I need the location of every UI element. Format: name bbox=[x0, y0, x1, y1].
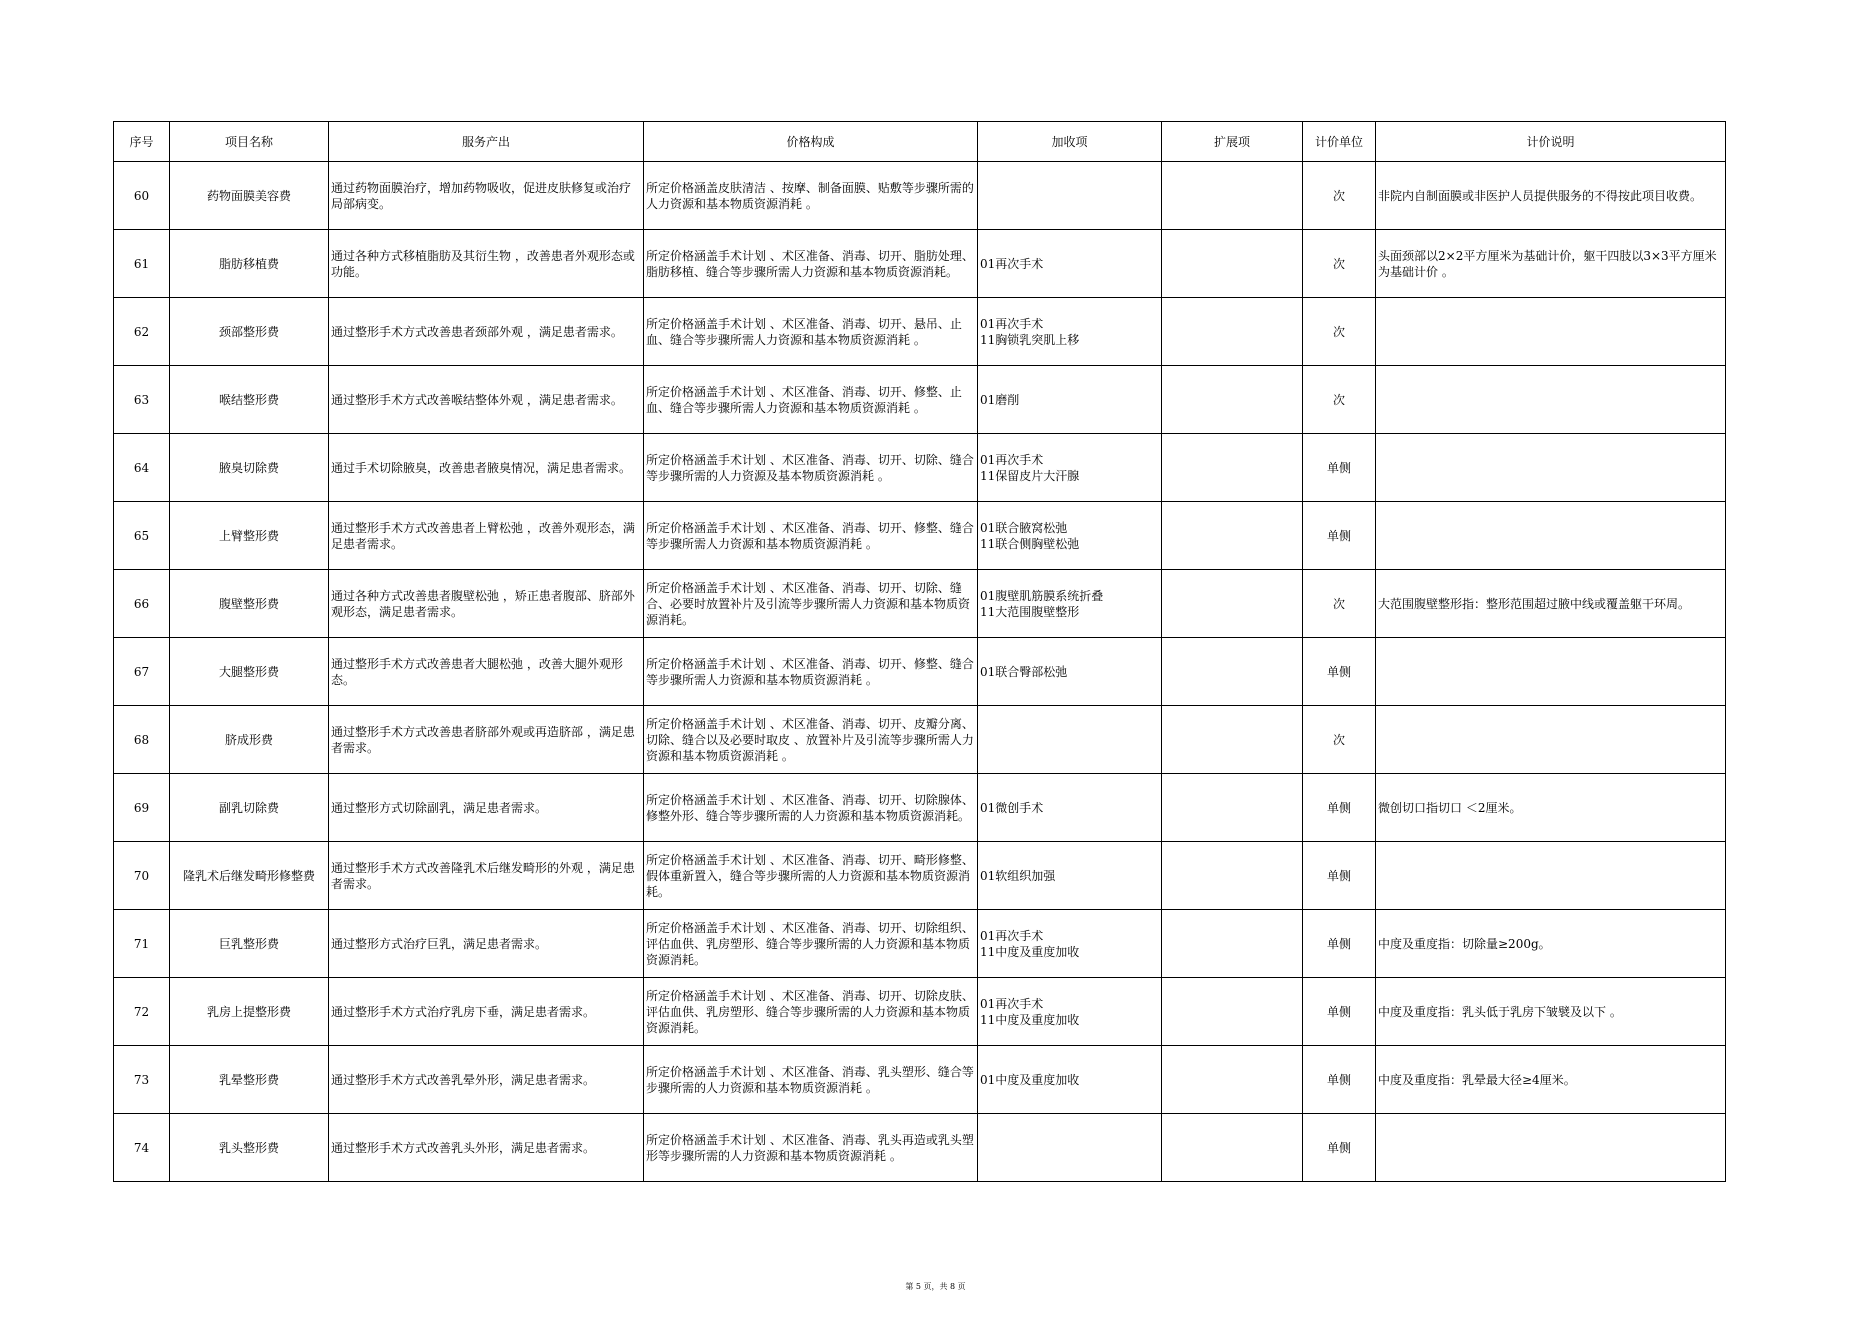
extension-items-cell bbox=[1162, 978, 1303, 1046]
serial-number-cell: 61 bbox=[114, 230, 170, 298]
surcharge-item: 01软组织加强 bbox=[980, 868, 1056, 883]
service-output-cell: 通过整形手术方式改善乳晕外形，满足患者需求。 bbox=[329, 1046, 644, 1114]
header-item-name: 项目名称 bbox=[170, 122, 329, 162]
pricing-unit-cell: 单侧 bbox=[1303, 774, 1376, 842]
price-composition-cell: 所定价格涵盖手术计划 、术区准备、消毒、切开、切除组织、评估血供、乳房塑形、缝合等步骤所需的人力资源和基本物质资源消耗。 bbox=[644, 910, 978, 978]
surcharge-items-cell bbox=[978, 230, 1162, 298]
pricing-unit-cell: 单侧 bbox=[1303, 978, 1376, 1046]
extension-items-cell bbox=[1162, 162, 1303, 230]
surcharge-item: 11保留皮片大汗腺 bbox=[980, 468, 1080, 483]
item-name-cell: 药物面膜美容费 bbox=[170, 162, 329, 230]
surcharge-item: 11中度及重度加收 bbox=[980, 1012, 1080, 1027]
header-row bbox=[114, 122, 1726, 162]
surcharge-items-cell bbox=[978, 366, 1162, 434]
service-output-cell: 通过整形方式切除副乳，满足患者需求。 bbox=[329, 774, 644, 842]
service-output-cell: 通过整形手术方式改善隆乳术后继发畸形的外观 ，满足患者需求。 bbox=[329, 842, 644, 910]
extension-items-cell bbox=[1162, 298, 1303, 366]
serial-number-cell: 72 bbox=[114, 978, 170, 1046]
price-table bbox=[113, 121, 1726, 1182]
header-pricing-notes: 计价说明 bbox=[1376, 122, 1726, 162]
service-output-cell: 通过各种方式改善患者腹壁松弛 ，矫正患者腹部、脐部外观形态，满足患者需求。 bbox=[329, 570, 644, 638]
serial-number-cell: 68 bbox=[114, 706, 170, 774]
surcharge-item: 11大范围腹壁整形 bbox=[980, 604, 1080, 619]
price-composition-cell: 所定价格涵盖手术计划 、术区准备、消毒、切开、修整、缝合等步骤所需人力资源和基本物质资源消耗 。 bbox=[644, 502, 978, 570]
service-output-cell: 通过整形手术方式改善乳头外形，满足患者需求。 bbox=[329, 1114, 644, 1182]
pricing-notes-cell bbox=[1376, 366, 1726, 434]
table-body bbox=[114, 162, 1726, 1182]
extension-items-cell bbox=[1162, 502, 1303, 570]
extension-items-cell bbox=[1162, 570, 1303, 638]
item-name-cell: 副乳切除费 bbox=[170, 774, 329, 842]
serial-number-cell: 62 bbox=[114, 298, 170, 366]
item-name-cell: 乳晕整形费 bbox=[170, 1046, 329, 1114]
table-row bbox=[114, 910, 1726, 978]
pricing-unit-cell: 单侧 bbox=[1303, 1114, 1376, 1182]
extension-items-cell bbox=[1162, 434, 1303, 502]
table-row bbox=[114, 298, 1726, 366]
table-row bbox=[114, 162, 1726, 230]
surcharge-items-cell bbox=[978, 434, 1162, 502]
page-footer: 第 5 页，共 8 页 bbox=[905, 1282, 966, 1291]
extension-items-cell bbox=[1162, 774, 1303, 842]
pricing-notes-cell: 中度及重度指：乳晕最大径≥4厘米。 bbox=[1376, 1046, 1726, 1114]
extension-items-cell bbox=[1162, 1114, 1303, 1182]
pricing-unit-cell: 单侧 bbox=[1303, 1046, 1376, 1114]
price-composition-cell: 所定价格涵盖手术计划 、术区准备、消毒、切开、畸形修整、假体重新置入，缝合等步骤所需的人力资源和基本物质资源消耗。 bbox=[644, 842, 978, 910]
serial-number-cell: 73 bbox=[114, 1046, 170, 1114]
table-row bbox=[114, 638, 1726, 706]
serial-number-cell: 60 bbox=[114, 162, 170, 230]
price-composition-cell: 所定价格涵盖手术计划 、术区准备、消毒、切开、切除皮肤、评估血供、乳房塑形、缝合等步骤所需的人力资源和基本物质资源消耗。 bbox=[644, 978, 978, 1046]
price-composition-cell: 所定价格涵盖手术计划 、术区准备、消毒、切开、修整、止血、缝合等步骤所需人力资源和基本物质资源消耗 。 bbox=[644, 366, 978, 434]
table-row bbox=[114, 1046, 1726, 1114]
pricing-unit-cell: 次 bbox=[1303, 706, 1376, 774]
surcharge-item: 01再次手术 bbox=[980, 996, 1044, 1011]
surcharge-item: 11中度及重度加收 bbox=[980, 944, 1080, 959]
extension-items-cell bbox=[1162, 706, 1303, 774]
header-surcharge-items: 加收项 bbox=[978, 122, 1162, 162]
pricing-unit-cell: 单侧 bbox=[1303, 842, 1376, 910]
header-price-composition: 价格构成 bbox=[644, 122, 978, 162]
serial-number-cell: 67 bbox=[114, 638, 170, 706]
extension-items-cell bbox=[1162, 1046, 1303, 1114]
surcharge-item: 01微创手术 bbox=[980, 800, 1044, 815]
pricing-unit-cell: 次 bbox=[1303, 570, 1376, 638]
surcharge-items-cell bbox=[978, 706, 1162, 774]
price-composition-cell: 所定价格涵盖手术计划 、术区准备、消毒、切开、皮瓣分离、切除、缝合以及必要时取皮 、放置补片及引流等步骤所需人力资源和基本物质资源消耗 。 bbox=[644, 706, 978, 774]
item-name-cell: 颈部整形费 bbox=[170, 298, 329, 366]
header-service-output: 服务产出 bbox=[329, 122, 644, 162]
surcharge-items-cell bbox=[978, 638, 1162, 706]
table-row bbox=[114, 842, 1726, 910]
surcharge-item: 01再次手术 bbox=[980, 256, 1044, 271]
extension-items-cell bbox=[1162, 366, 1303, 434]
pricing-notes-cell: 中度及重度指：乳头低于乳房下皱襞及以下 。 bbox=[1376, 978, 1726, 1046]
surcharge-item: 01再次手术 bbox=[980, 928, 1044, 943]
pricing-notes-cell bbox=[1376, 502, 1726, 570]
item-name-cell: 隆乳术后继发畸形修整费 bbox=[170, 842, 329, 910]
surcharge-item: 01磨削 bbox=[980, 392, 1020, 407]
serial-number-cell: 71 bbox=[114, 910, 170, 978]
surcharge-items-cell bbox=[978, 162, 1162, 230]
extension-items-cell bbox=[1162, 638, 1303, 706]
serial-number-cell: 66 bbox=[114, 570, 170, 638]
serial-number-cell: 64 bbox=[114, 434, 170, 502]
pricing-unit-cell: 次 bbox=[1303, 298, 1376, 366]
serial-number-cell: 63 bbox=[114, 366, 170, 434]
service-output-cell: 通过整形手术方式改善患者上臂松弛 ，改善外观形态，满足患者需求。 bbox=[329, 502, 644, 570]
price-composition-cell: 所定价格涵盖手术计划 、术区准备、消毒、乳头塑形、缝合等步骤所需的人力资源和基本物质资源消耗 。 bbox=[644, 1046, 978, 1114]
serial-number-cell: 69 bbox=[114, 774, 170, 842]
pricing-notes-cell: 中度及重度指：切除量≥200g。 bbox=[1376, 910, 1726, 978]
surcharge-items-cell bbox=[978, 502, 1162, 570]
table-row bbox=[114, 978, 1726, 1046]
surcharge-items-cell bbox=[978, 774, 1162, 842]
surcharge-items-cell bbox=[978, 570, 1162, 638]
item-name-cell: 脂肪移植费 bbox=[170, 230, 329, 298]
price-composition-cell: 所定价格涵盖手术计划 、术区准备、消毒、切开、切除、缝合等步骤所需的人力资源及基本物质资源消耗 。 bbox=[644, 434, 978, 502]
pricing-notes-cell bbox=[1376, 706, 1726, 774]
header-serial-number: 序号 bbox=[114, 122, 170, 162]
surcharge-items-cell bbox=[978, 1046, 1162, 1114]
pricing-notes-cell: 大范围腹壁整形指：整形范围超过腋中线或覆盖躯干环周。 bbox=[1376, 570, 1726, 638]
item-name-cell: 脐成形费 bbox=[170, 706, 329, 774]
item-name-cell: 巨乳整形费 bbox=[170, 910, 329, 978]
pricing-notes-cell: 微创切口指切口 ＜2厘米。 bbox=[1376, 774, 1726, 842]
surcharge-item: 01中度及重度加收 bbox=[980, 1072, 1080, 1087]
service-output-cell: 通过手术切除腋臭，改善患者腋臭情况，满足患者需求。 bbox=[329, 434, 644, 502]
header-pricing-unit: 计价单位 bbox=[1303, 122, 1376, 162]
service-output-cell: 通过药物面膜治疗，增加药物吸收，促进皮肤修复或治疗局部病变。 bbox=[329, 162, 644, 230]
pricing-notes-cell bbox=[1376, 842, 1726, 910]
pricing-unit-cell: 单侧 bbox=[1303, 638, 1376, 706]
table-row bbox=[114, 230, 1726, 298]
service-output-cell: 通过整形手术方式治疗乳房下垂，满足患者需求。 bbox=[329, 978, 644, 1046]
surcharge-item: 01联合臀部松弛 bbox=[980, 664, 1068, 679]
service-output-cell: 通过整形手术方式改善患者大腿松弛 ，改善大腿外观形态。 bbox=[329, 638, 644, 706]
pricing-unit-cell: 单侧 bbox=[1303, 434, 1376, 502]
surcharge-item: 01腹壁肌筋膜系统折叠 bbox=[980, 588, 1104, 603]
table-row bbox=[114, 774, 1726, 842]
surcharge-item: 01再次手术 bbox=[980, 452, 1044, 467]
pricing-notes-cell bbox=[1376, 1114, 1726, 1182]
service-output-cell: 通过整形手术方式改善患者脐部外观或再造脐部 ，满足患者需求。 bbox=[329, 706, 644, 774]
price-composition-cell: 所定价格涵盖手术计划 、术区准备、消毒、切开、修整、缝合等步骤所需人力资源和基本物质资源消耗 。 bbox=[644, 638, 978, 706]
pricing-unit-cell: 次 bbox=[1303, 366, 1376, 434]
surcharge-item: 11联合侧胸壁松弛 bbox=[980, 536, 1080, 551]
service-output-cell: 通过各种方式移植脂肪及其衍生物 ，改善患者外观形态或功能。 bbox=[329, 230, 644, 298]
item-name-cell: 喉结整形费 bbox=[170, 366, 329, 434]
item-name-cell: 腋臭切除费 bbox=[170, 434, 329, 502]
pricing-unit-cell: 单侧 bbox=[1303, 502, 1376, 570]
surcharge-item: 01再次手术 bbox=[980, 316, 1044, 331]
item-name-cell: 大腿整形费 bbox=[170, 638, 329, 706]
header-extension-items: 扩展项 bbox=[1162, 122, 1303, 162]
extension-items-cell bbox=[1162, 230, 1303, 298]
pricing-unit-cell: 次 bbox=[1303, 162, 1376, 230]
service-output-cell: 通过整形方式治疗巨乳，满足患者需求。 bbox=[329, 910, 644, 978]
surcharge-item: 11胸锁乳突肌上移 bbox=[980, 332, 1080, 347]
item-name-cell: 上臂整形费 bbox=[170, 502, 329, 570]
extension-items-cell bbox=[1162, 910, 1303, 978]
pricing-notes-cell: 头面颈部以2×2平方厘米为基础计价，躯干四肢以3×3平方厘米为基础计价 。 bbox=[1376, 230, 1726, 298]
surcharge-items-cell bbox=[978, 978, 1162, 1046]
serial-number-cell: 74 bbox=[114, 1114, 170, 1182]
pricing-unit-cell: 单侧 bbox=[1303, 910, 1376, 978]
table-row bbox=[114, 434, 1726, 502]
service-output-cell: 通过整形手术方式改善患者颈部外观 ，满足患者需求。 bbox=[329, 298, 644, 366]
table-row bbox=[114, 502, 1726, 570]
item-name-cell: 乳头整形费 bbox=[170, 1114, 329, 1182]
table-row bbox=[114, 570, 1726, 638]
pricing-notes-cell bbox=[1376, 434, 1726, 502]
price-composition-cell: 所定价格涵盖手术计划 、术区准备、消毒、切开、切除腺体、修整外形、缝合等步骤所需的人力资源和基本物质资源消耗。 bbox=[644, 774, 978, 842]
extension-items-cell bbox=[1162, 842, 1303, 910]
pricing-notes-cell: 非院内自制面膜或非医护人员提供服务的不得按此项目收费。 bbox=[1376, 162, 1726, 230]
item-name-cell: 乳房上提整形费 bbox=[170, 978, 329, 1046]
table-row bbox=[114, 366, 1726, 434]
pricing-unit-cell: 次 bbox=[1303, 230, 1376, 298]
surcharge-items-cell bbox=[978, 842, 1162, 910]
pricing-notes-cell bbox=[1376, 298, 1726, 366]
table-row bbox=[114, 1114, 1726, 1182]
service-output-cell: 通过整形手术方式改善喉结整体外观 ，满足患者需求。 bbox=[329, 366, 644, 434]
surcharge-item: 01联合腋窝松弛 bbox=[980, 520, 1068, 535]
price-composition-cell: 所定价格涵盖手术计划 、术区准备、消毒、切开、脂肪处理、脂肪移植、缝合等步骤所需人力资源和基本物质资源消耗。 bbox=[644, 230, 978, 298]
surcharge-items-cell bbox=[978, 298, 1162, 366]
table-row bbox=[114, 706, 1726, 774]
item-name-cell: 腹壁整形费 bbox=[170, 570, 329, 638]
price-composition-cell: 所定价格涵盖手术计划 、术区准备、消毒、切开、悬吊、止血、缝合等步骤所需人力资源和基本物质资源消耗 。 bbox=[644, 298, 978, 366]
surcharge-items-cell bbox=[978, 910, 1162, 978]
surcharge-items-cell bbox=[978, 1114, 1162, 1182]
serial-number-cell: 70 bbox=[114, 842, 170, 910]
pricing-notes-cell bbox=[1376, 638, 1726, 706]
price-composition-cell: 所定价格涵盖皮肤清洁 、按摩、制备面膜、贴敷等步骤所需的人力资源和基本物质资源消耗 。 bbox=[644, 162, 978, 230]
serial-number-cell: 65 bbox=[114, 502, 170, 570]
price-composition-cell: 所定价格涵盖手术计划 、术区准备、消毒、乳头再造或乳头塑形等步骤所需的人力资源和基本物质资源消耗 。 bbox=[644, 1114, 978, 1182]
price-composition-cell: 所定价格涵盖手术计划 、术区准备、消毒、切开、切除、缝合、必要时放置补片及引流等步骤所需人力资源和基本物质资源消耗。 bbox=[644, 570, 978, 638]
